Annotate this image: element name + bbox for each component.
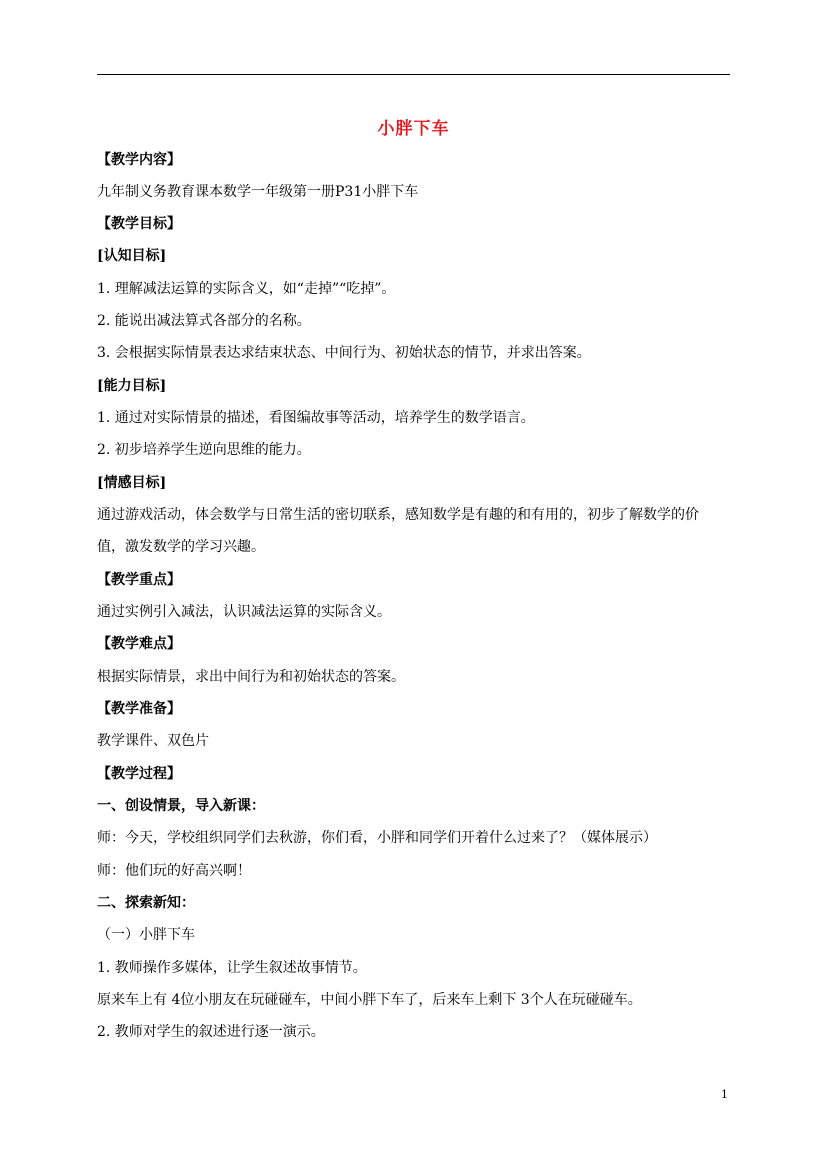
- section-heading: 【教学过程】: [97, 766, 181, 782]
- body-line: （一）小胖下车: [97, 927, 195, 943]
- body-line: 1. 教师操作多媒体，让学生叙述故事情节。: [97, 960, 367, 976]
- body-line: 2. 初步培养学生逆向思维的能力。: [97, 442, 311, 458]
- body-line: 2. 能说出减法算式各部分的名称。: [97, 313, 311, 329]
- body-line: 九年制义务教育课本数学一年级第一册P31小胖下车: [97, 184, 419, 200]
- body-line: 3. 会根据实际情景表达求结束状态、中间行为、初始状态的情节，并求出答案。: [97, 345, 591, 361]
- body-line: 通过实例引入减法，认识减法运算的实际含义。: [97, 604, 391, 620]
- body-line: 2. 教师对学生的叙述进行逐一演示。: [97, 1024, 325, 1040]
- section-heading: 一、创设情景，导入新课：: [97, 798, 265, 814]
- body-line: 原来车上有 4位小朋友在玩碰碰车，中间小胖下车了，后来车上剩下 3个人在玩碰碰车。: [97, 992, 642, 1008]
- page-number: 1: [721, 1088, 728, 1101]
- section-heading: 【教学内容】: [97, 152, 181, 168]
- body-line: 师：他们玩的好高兴啊！: [97, 863, 251, 879]
- section-heading: 【教学目标】: [97, 216, 181, 232]
- section-heading: [情感目标]: [97, 475, 167, 491]
- section-heading: [认知目标]: [97, 248, 167, 264]
- section-heading: 【教学重点】: [97, 572, 181, 588]
- body-line: 根据实际情景，求出中间行为和初始状态的答案。: [97, 669, 405, 685]
- body-line: 1. 理解减法运算的实际含义，如“走掉”“吃掉”。: [97, 281, 396, 297]
- body-line: 师：今天，学校组织同学们去秋游，你们看，小胖和同学们开着什么过来了？（媒体展示）: [97, 830, 657, 846]
- body-line: 1. 通过对实际情景的描述，看图编故事等活动，培养学生的数学语言。: [97, 410, 535, 426]
- section-heading: 【教学难点】: [97, 636, 181, 652]
- document-title: 小胖下车: [377, 119, 450, 139]
- section-heading: 二、探索新知：: [97, 895, 195, 911]
- header-rule: [97, 74, 730, 75]
- body-line: 通过游戏活动，体会数学与日常生活的密切联系，感知数学是有趣的和有用的，初步了解数学的价: [97, 507, 699, 523]
- body-line: 教学课件、双色片: [97, 733, 209, 749]
- section-heading: 【教学准备】: [97, 701, 181, 717]
- body-line: 值，激发数学的学习兴趣。: [97, 539, 265, 555]
- section-heading: [能力目标]: [97, 378, 167, 394]
